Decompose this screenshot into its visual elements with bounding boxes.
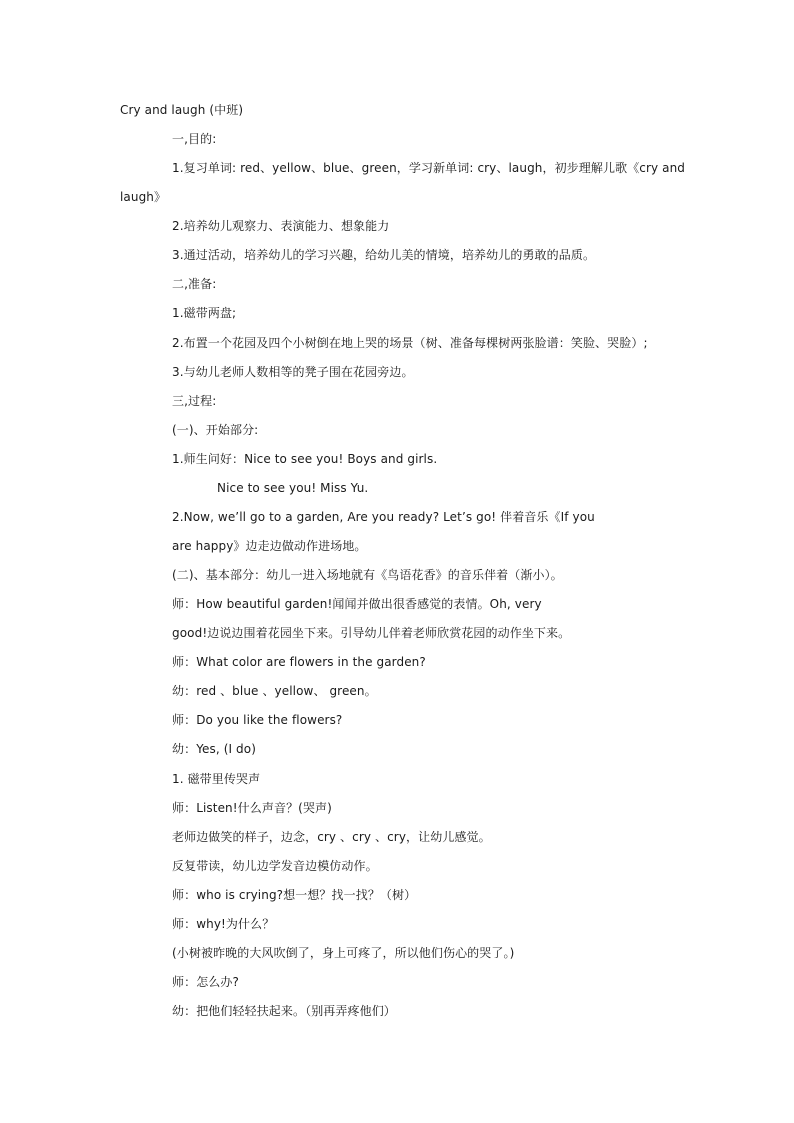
paragraph-line: 1.磁带两盘; bbox=[172, 306, 237, 320]
paragraph-line: 老师边做笑的样子，边念，cry 、cry 、cry，让幼儿感觉。 bbox=[172, 830, 491, 844]
paragraph-line: 1.师生问好：Nice to see you! Boys and girls. bbox=[172, 452, 438, 466]
paragraph-line: 2.培养幼儿观察力、表演能力、想象能力 bbox=[172, 219, 390, 233]
paragraph-line: (小树被昨晚的大风吹倒了，身上可疼了，所以他们伤心的哭了。) bbox=[172, 946, 515, 960]
paragraph-line: 3.与幼儿老师人数相等的凳子围在花园旁边。 bbox=[172, 365, 414, 379]
paragraph-line: 3.通过活动，培养幼儿的学习兴趣，给幼儿美的情境，培养幼儿的勇敢的品质。 bbox=[172, 248, 596, 262]
paragraph-line: 2.Now, we’ll go to a garden, Are you ready? Let’s go! 伴着音乐《If you bbox=[172, 510, 595, 524]
section-heading-purpose: 一,目的: bbox=[172, 132, 217, 146]
paragraph-line: 师：why!为什么？ bbox=[172, 917, 275, 931]
paragraph-line: 师：怎么办? bbox=[172, 975, 239, 989]
paragraph-line: 幼：Yes, (I do) bbox=[172, 742, 256, 756]
paragraph-line: 1.复习单词: red、yellow、blue、green，学习新单词: cry、laugh，初步理解儿歌《cry and bbox=[172, 161, 686, 175]
paragraph-line: 师：Do you like the flowers? bbox=[172, 713, 343, 727]
paragraph-line: 2.布置一个花园及四个小树倒在地上哭的场景（树、准备每棵树两张脸谱：笑脸、哭脸）; bbox=[172, 336, 648, 350]
paragraph-line: 幼：把他们轻轻扶起来。（别再弄疼他们） bbox=[172, 1004, 396, 1018]
subsection-heading-opening: (一)、开始部分: bbox=[172, 423, 259, 437]
paragraph-line: good!边说边围着花园坐下来。引导幼儿伴着老师欣赏花园的动作坐下来。 bbox=[172, 626, 571, 640]
paragraph-line: laugh》 bbox=[120, 190, 167, 204]
paragraph-line: 师：who is crying?想一想？找一找？（树） bbox=[172, 888, 417, 902]
paragraph-line: Nice to see you! Miss Yu. bbox=[217, 481, 369, 495]
paragraph-line: 反复带读，幼儿边学发音边模仿动作。 bbox=[172, 859, 378, 873]
paragraph-line: 师：How beautiful garden!闻闻并做出很香感觉的表情。Oh, very bbox=[172, 597, 542, 611]
paragraph-line: 师：What color are flowers in the garden? bbox=[172, 655, 426, 669]
paragraph-line: 1. 磁带里传哭声 bbox=[172, 772, 261, 786]
document-title: Cry and laugh (中班) bbox=[120, 103, 244, 117]
paragraph-line: 幼：red 、blue 、yellow、 green。 bbox=[172, 684, 377, 698]
section-heading-preparation: 二,准备: bbox=[172, 277, 217, 291]
paragraph-line: 师：Listen!什么声音？(哭声) bbox=[172, 801, 332, 815]
subsection-heading-main: (二)、基本部分：幼儿一进入场地就有《鸟语花香》的音乐伴着（渐小）。 bbox=[172, 568, 563, 582]
section-heading-process: 三,过程: bbox=[172, 394, 217, 408]
paragraph-line: are happy》边走边做动作进场地。 bbox=[172, 539, 367, 553]
